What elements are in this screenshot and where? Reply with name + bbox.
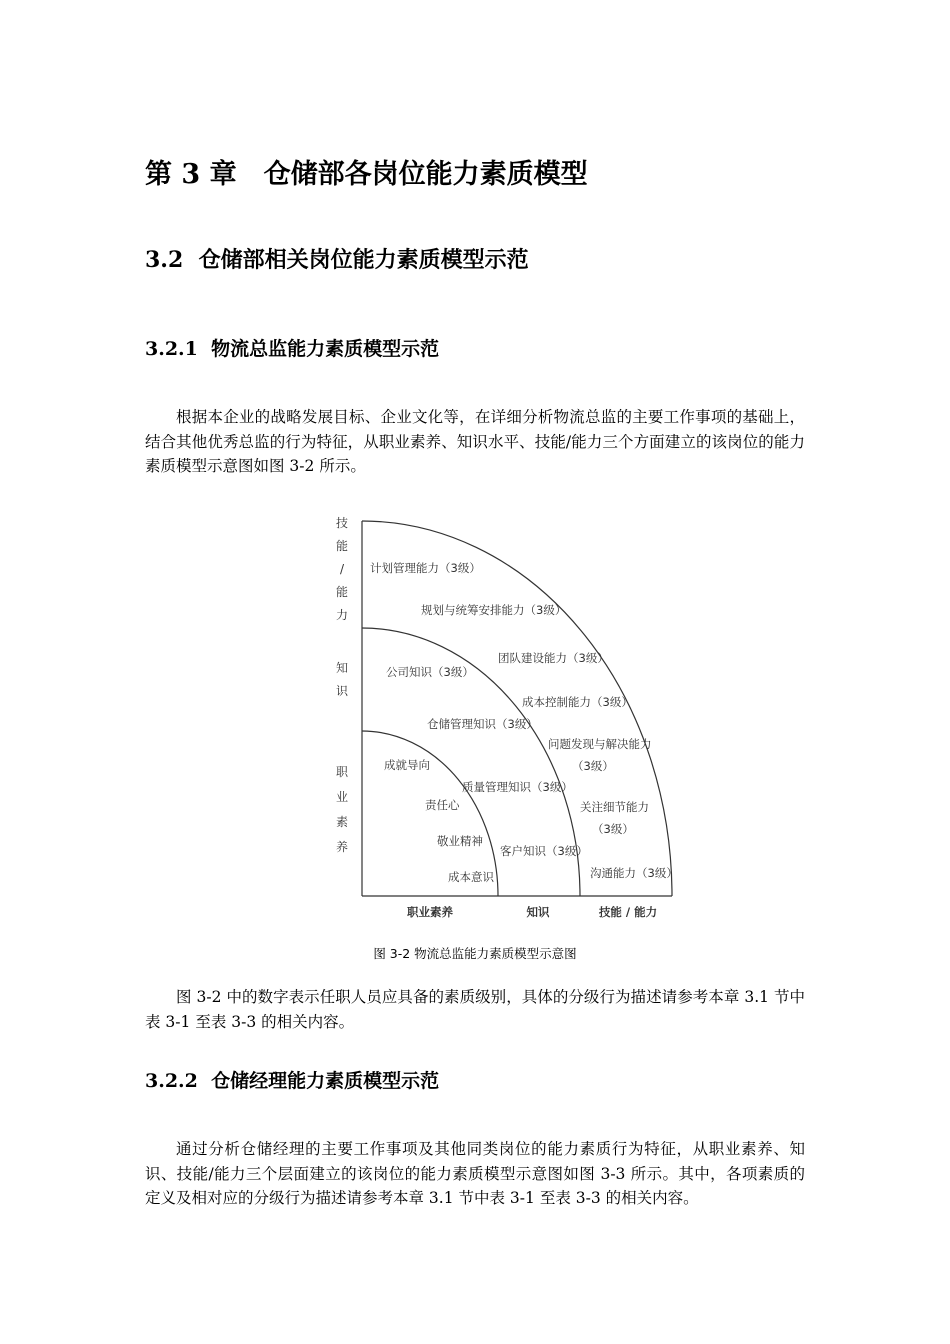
y-label-skill-1: 技: [335, 516, 349, 530]
item-cost-control: 成本控制能力（3级）: [522, 695, 633, 709]
y-label-quality-3: 素: [335, 815, 349, 829]
paragraph-warehouse-manager: 通过分析仓储经理的主要工作事项及其他同类岗位的能力素质行为特征，从职业素养、知识、技能/能力三个层面建立的该岗位的能力素质模型示意图如图 3-3 所示。其中，各项素质的定义及相对应的分级行为描述请参考本章 3.1 节中表 3-1 至表 3-3 的相关内容。: [145, 1140, 805, 1207]
item-team-building: 团队建设能力（3级）: [498, 651, 609, 665]
paragraph-figure-note: 图 3-2 中的数字表示任职人员应具备的素质级别，具体的分级行为描述请参考本章 3.1 节中表 3-1 至表 3-3 的相关内容。: [145, 988, 805, 1031]
figure-caption: 图 3-2 物流总监能力素质模型示意图: [373, 946, 577, 961]
item-planning-coordination: 规划与统筹安排能力（3级）: [421, 603, 567, 617]
x-label-quality: 职业素养: [407, 905, 453, 919]
item-company-knowledge: 公司知识（3级）: [386, 665, 474, 679]
y-label-skill-3: /: [339, 562, 345, 576]
item-detail-focus: 关注细节能力: [580, 800, 649, 814]
competency-model-figure: [320, 505, 680, 935]
y-label-knowledge-2: 识: [335, 684, 349, 698]
x-label-knowledge: 知识: [526, 905, 550, 919]
item-customer-knowledge: 客户知识（3级）: [500, 844, 588, 858]
y-label-quality-4: 养: [335, 840, 349, 854]
y-label-knowledge-1: 知: [335, 661, 349, 675]
item-dedication: 敬业精神: [437, 834, 483, 848]
subsection-title-warehouse-manager: 3.2.2 仓储经理能力素质模型示范: [145, 1070, 440, 1092]
paragraph-logistics-director: 根据本企业的战略发展目标、企业文化等，在详细分析物流总监的主要工作事项的基础上，结合其他优秀总监的行为特征，从职业素养、知识水平、技能/能力三个方面建立的该岗位的能力素质模型示意图如图 3-2 所示。: [145, 408, 805, 475]
y-label-skill-4: 能: [335, 585, 349, 599]
item-problem-solving: 问题发现与解决能力: [548, 737, 652, 751]
y-label-quality-2: 业: [335, 790, 349, 804]
chapter-title: 第 3 章 仓储部各岗位能力素质模型: [145, 159, 588, 190]
item-cost-awareness: 成本意识: [448, 870, 494, 884]
x-label-skill: 技能 / 能力: [598, 905, 658, 919]
section-title: 3.2 仓储部相关岗位能力素质模型示范: [145, 247, 529, 273]
item-achievement-orientation: 成就导向: [384, 758, 430, 772]
item-communication: 沟通能力（3级）: [590, 866, 678, 880]
subsection-title-logistics-director: 3.2.1 物流总监能力素质模型示范: [145, 338, 440, 360]
y-label-quality-1: 职: [335, 765, 349, 779]
y-label-skill-5: 力: [335, 608, 349, 622]
item-responsibility: 责任心: [425, 798, 460, 812]
y-label-skill-2: 能: [335, 539, 349, 553]
item-plan-management: 计划管理能力（3级）: [370, 561, 481, 575]
item-warehouse-knowledge: 仓储管理知识（3级）: [427, 717, 538, 731]
item-problem-solving-level: （3级）: [572, 759, 614, 773]
item-quality-knowledge: 质量管理知识（3级）: [462, 780, 573, 794]
item-detail-focus-level: （3级）: [592, 822, 634, 836]
